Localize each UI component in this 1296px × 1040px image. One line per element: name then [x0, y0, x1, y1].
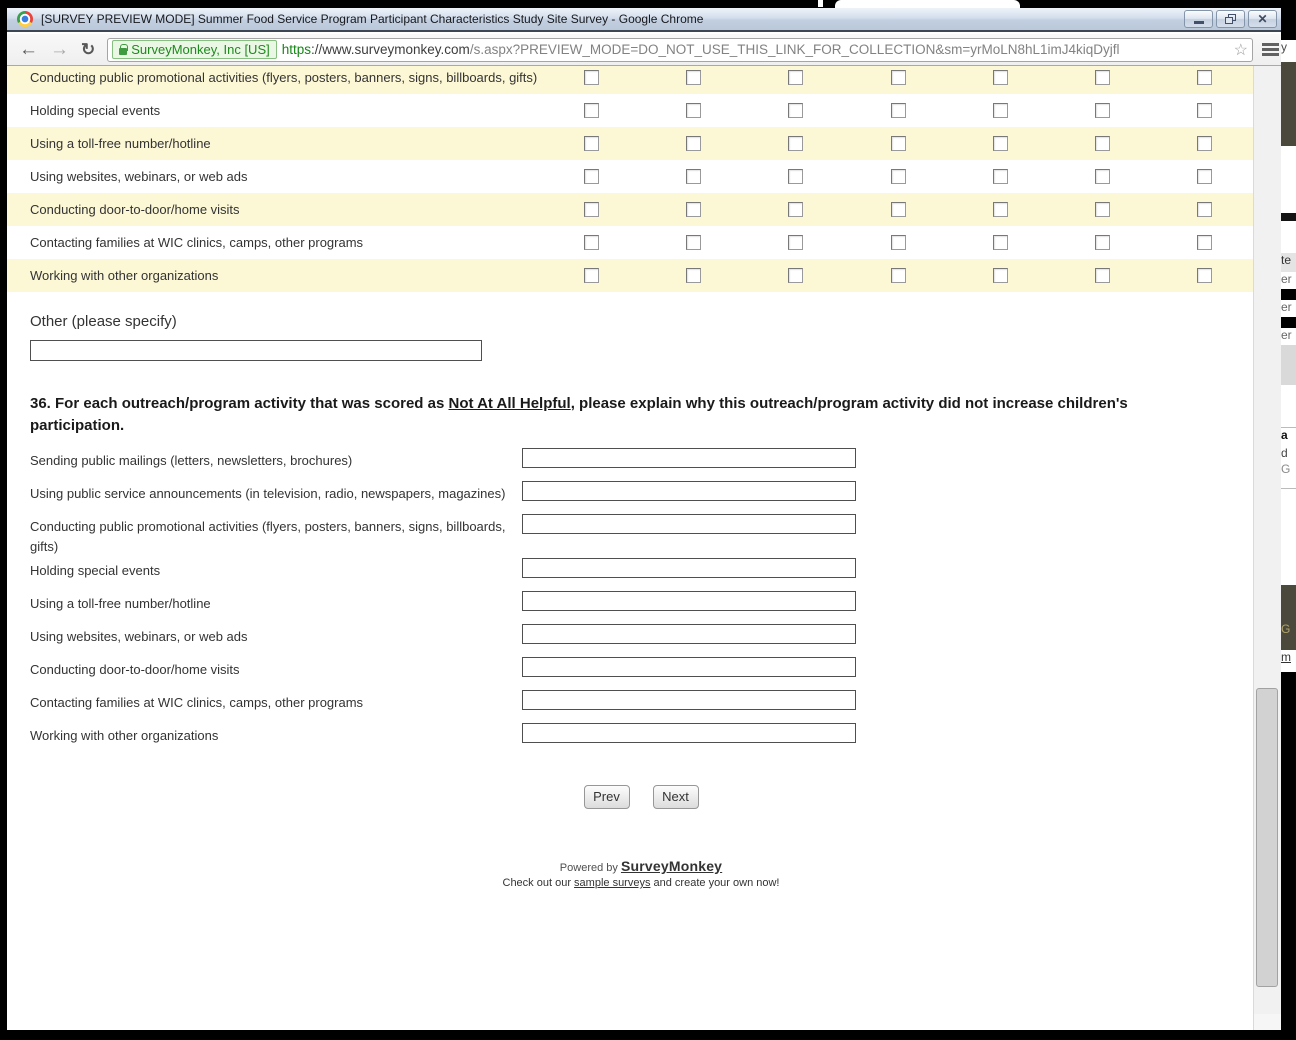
matrix-row — [7, 94, 1253, 127]
q36-row-input[interactable] — [522, 624, 856, 644]
matrix-checkbox[interactable] — [686, 202, 701, 217]
matrix-row — [7, 127, 1253, 160]
background-window-fragment — [1281, 385, 1296, 427]
matrix-row-label: Conducting public promotional activities (flyers, posters, banners, signs, billboards, gifts) — [30, 69, 538, 85]
matrix-row — [7, 259, 1253, 292]
matrix-checkbox[interactable] — [686, 235, 701, 250]
matrix-row-label: Holding special events — [30, 102, 161, 118]
minimize-button[interactable] — [1184, 10, 1213, 28]
matrix-checkbox[interactable] — [686, 136, 701, 151]
background-window-fragment — [1281, 62, 1296, 146]
url-text — [282, 42, 1232, 57]
background-window-fragment — [818, 0, 823, 7]
matrix-checkbox[interactable] — [686, 169, 701, 184]
matrix-checkbox[interactable] — [686, 70, 701, 85]
browser-toolbar — [7, 34, 1281, 66]
q36-row-input[interactable] — [522, 514, 856, 534]
helpfulness-matrix — [7, 66, 1253, 292]
url-host: ://www.surveymonkey.com — [311, 42, 470, 57]
page-content — [7, 66, 1281, 1030]
matrix-checkbox[interactable] — [686, 268, 701, 283]
matrix-checkbox[interactable] — [584, 70, 599, 85]
matrix-checkbox[interactable] — [891, 268, 906, 283]
q36-row-label: Conducting door-to-door/home visits — [30, 662, 240, 677]
q36-row-input[interactable] — [522, 690, 856, 710]
matrix-row-label: Contacting families at WIC clinics, camps, other programs — [30, 234, 364, 250]
tagline-post: and create your own now! — [650, 877, 780, 889]
matrix-checkbox[interactable] — [993, 202, 1008, 217]
matrix-checkbox[interactable] — [1095, 136, 1110, 151]
matrix-checkbox[interactable] — [686, 103, 701, 118]
matrix-checkbox[interactable] — [1197, 136, 1212, 151]
matrix-checkbox[interactable] — [1197, 268, 1212, 283]
matrix-checkbox[interactable] — [788, 70, 803, 85]
powered-by-label: Powered by — [559, 862, 618, 874]
next-button[interactable]: Next — [653, 785, 699, 809]
matrix-checkbox[interactable] — [584, 136, 599, 151]
chrome-logo-icon — [17, 11, 33, 27]
q36-row-input[interactable] — [522, 481, 856, 501]
background-window-fragment — [1281, 345, 1296, 385]
matrix-checkbox[interactable] — [584, 103, 599, 118]
pagination-row — [7, 785, 1275, 809]
survey-page — [7, 66, 1253, 1030]
restore-button[interactable] — [1216, 10, 1245, 28]
q36-row-label: Contacting families at WIC clinics, camps, other programs — [30, 695, 364, 710]
matrix-checkbox[interactable] — [1095, 235, 1110, 250]
matrix-checkbox[interactable] — [788, 268, 803, 283]
q36-row-label: Working with other organizations — [30, 728, 219, 743]
background-window-fragment: er — [1281, 300, 1296, 317]
matrix-row — [7, 226, 1253, 259]
matrix-checkbox[interactable] — [891, 169, 906, 184]
background-window-edge — [1281, 0, 1296, 1040]
matrix-checkbox[interactable] — [788, 136, 803, 151]
background-window-fragment — [1281, 585, 1296, 622]
matrix-row — [7, 193, 1253, 226]
matrix-row — [7, 66, 1253, 94]
matrix-checkbox[interactable] — [788, 202, 803, 217]
matrix-row — [7, 160, 1253, 193]
url-path: /s.aspx?PREVIEW_MODE=DO_NOT_USE_THIS_LINK_FOR_COLLECTION&sm=yrMoLN8hL1imJ4kiqDyjfl — [469, 42, 1120, 57]
background-window-fragment — [1281, 672, 1296, 1040]
background-window-fragment: y — [1281, 40, 1296, 62]
background-window-fragment: d — [1281, 446, 1296, 462]
browser-window — [7, 8, 1281, 1030]
matrix-checkbox[interactable] — [584, 268, 599, 283]
minimize-icon — [1194, 21, 1204, 24]
matrix-checkbox[interactable] — [1095, 202, 1110, 217]
matrix-checkbox[interactable] — [993, 235, 1008, 250]
matrix-row-label: Using websites, webinars, or web ads — [30, 168, 248, 184]
q36-row-label: Using websites, webinars, or web ads — [30, 629, 248, 644]
background-window-fragment — [1281, 213, 1296, 221]
forward-button[interactable]: → — [50, 39, 69, 60]
window-titlebar — [7, 8, 1281, 32]
q36-row-label: Using public service announcements (in television, radio, newspapers, magazines) — [30, 486, 506, 501]
matrix-checkbox[interactable] — [891, 70, 906, 85]
matrix-checkbox[interactable] — [584, 202, 599, 217]
matrix-checkbox[interactable] — [1197, 103, 1212, 118]
matrix-checkbox[interactable] — [1197, 70, 1212, 85]
q36-row-label: Sending public mailings (letters, newsletters, brochures) — [30, 453, 353, 468]
matrix-checkbox[interactable] — [891, 103, 906, 118]
matrix-checkbox[interactable] — [1095, 103, 1110, 118]
window-title: [SURVEY PREVIEW MODE] Summer Food Service Program Participant Characteristics Study Site Survey - Google Chrome — [41, 12, 704, 26]
restore-icon — [1225, 14, 1236, 24]
bookmark-star-icon[interactable]: ☆ — [1233, 41, 1248, 59]
sample-surveys-link[interactable]: sample surveys — [574, 877, 651, 889]
close-icon: ✕ — [1257, 12, 1268, 26]
close-button[interactable] — [1248, 10, 1277, 28]
q36-row-label: Using a toll-free number/hotline — [30, 596, 211, 611]
background-window-fragment: a — [1281, 428, 1296, 446]
matrix-checkbox[interactable] — [584, 235, 599, 250]
back-button[interactable]: ← — [19, 39, 38, 60]
matrix-checkbox[interactable] — [788, 103, 803, 118]
matrix-checkbox[interactable] — [1197, 202, 1212, 217]
other-specify-label: Other (please specify) — [30, 313, 177, 330]
background-window-fragment — [1281, 146, 1296, 213]
q36-row-input[interactable] — [522, 657, 856, 677]
background-window-tab — [835, 0, 1020, 8]
matrix-checkbox[interactable] — [584, 169, 599, 184]
prev-button[interactable]: Prev — [584, 785, 630, 809]
q36-row-label: Conducting public promotional activities (flyers, posters, banners, signs, billboards, gifts) — [30, 519, 506, 554]
surveymonkey-link[interactable]: SurveyMonkey — [620, 858, 723, 874]
ev-badge-label: SurveyMonkey, Inc [US] — [131, 42, 270, 57]
matrix-checkbox[interactable] — [891, 235, 906, 250]
matrix-checkbox[interactable] — [1095, 268, 1110, 283]
background-window-fragment — [1281, 476, 1296, 488]
q36-row-label: Holding special events — [30, 563, 161, 578]
question-36-title: 36. For each outreach/program activity that was scored as Not At All Helpful, please explain why this outreach/program activity did not increase children's participation. — [30, 395, 1128, 434]
matrix-checkbox[interactable] — [1095, 169, 1110, 184]
matrix-checkbox[interactable] — [993, 169, 1008, 184]
background-window-fragment: m — [1281, 650, 1296, 672]
surveymonkey-footer — [7, 858, 1275, 889]
background-window-fragment — [1281, 489, 1296, 585]
matrix-checkbox[interactable] — [891, 136, 906, 151]
other-specify-input[interactable] — [30, 340, 482, 361]
matrix-checkbox[interactable] — [1095, 70, 1110, 85]
reload-button[interactable]: ↻ — [81, 40, 96, 59]
q36-row-input[interactable] — [522, 723, 856, 743]
matrix-checkbox[interactable] — [993, 136, 1008, 151]
q36-row-input[interactable] — [522, 591, 856, 611]
matrix-checkbox[interactable] — [1197, 235, 1212, 250]
matrix-checkbox[interactable] — [993, 268, 1008, 283]
background-window-fragment: er — [1281, 328, 1296, 345]
matrix-checkbox[interactable] — [1197, 169, 1212, 184]
browser-scrollbar[interactable] — [1253, 66, 1281, 1030]
question-36-underline: Not At All Helpful — [448, 395, 571, 412]
lock-icon — [119, 48, 127, 55]
background-window-fragment: te — [1281, 253, 1296, 272]
q36-row-input[interactable] — [522, 558, 856, 578]
matrix-row-label: Conducting door-to-door/home visits — [30, 201, 240, 217]
matrix-checkbox[interactable] — [993, 70, 1008, 85]
scrollbar-corner — [1254, 1014, 1281, 1030]
tagline-pre: Check out our — [502, 877, 575, 889]
address-bar[interactable] — [107, 38, 1253, 62]
matrix-row-label: Working with other organizations — [30, 267, 219, 283]
menu-icon[interactable] — [1261, 43, 1281, 57]
matrix-checkbox[interactable] — [788, 169, 803, 184]
background-window-fragment: G — [1281, 462, 1296, 476]
background-window-fragment — [1281, 221, 1296, 253]
matrix-checkbox[interactable] — [891, 202, 906, 217]
matrix-checkbox[interactable] — [993, 103, 1008, 118]
q36-row-input[interactable] — [522, 448, 856, 468]
url-scheme: https — [281, 42, 312, 57]
scrollbar-thumb[interactable] — [1256, 688, 1278, 987]
matrix-row-label: Using a toll-free number/hotline — [30, 135, 211, 151]
matrix-checkbox[interactable] — [788, 235, 803, 250]
background-window-fragment: G — [1281, 622, 1296, 650]
background-window-fragment: er — [1281, 272, 1296, 289]
ev-ssl-badge[interactable] — [112, 40, 276, 59]
